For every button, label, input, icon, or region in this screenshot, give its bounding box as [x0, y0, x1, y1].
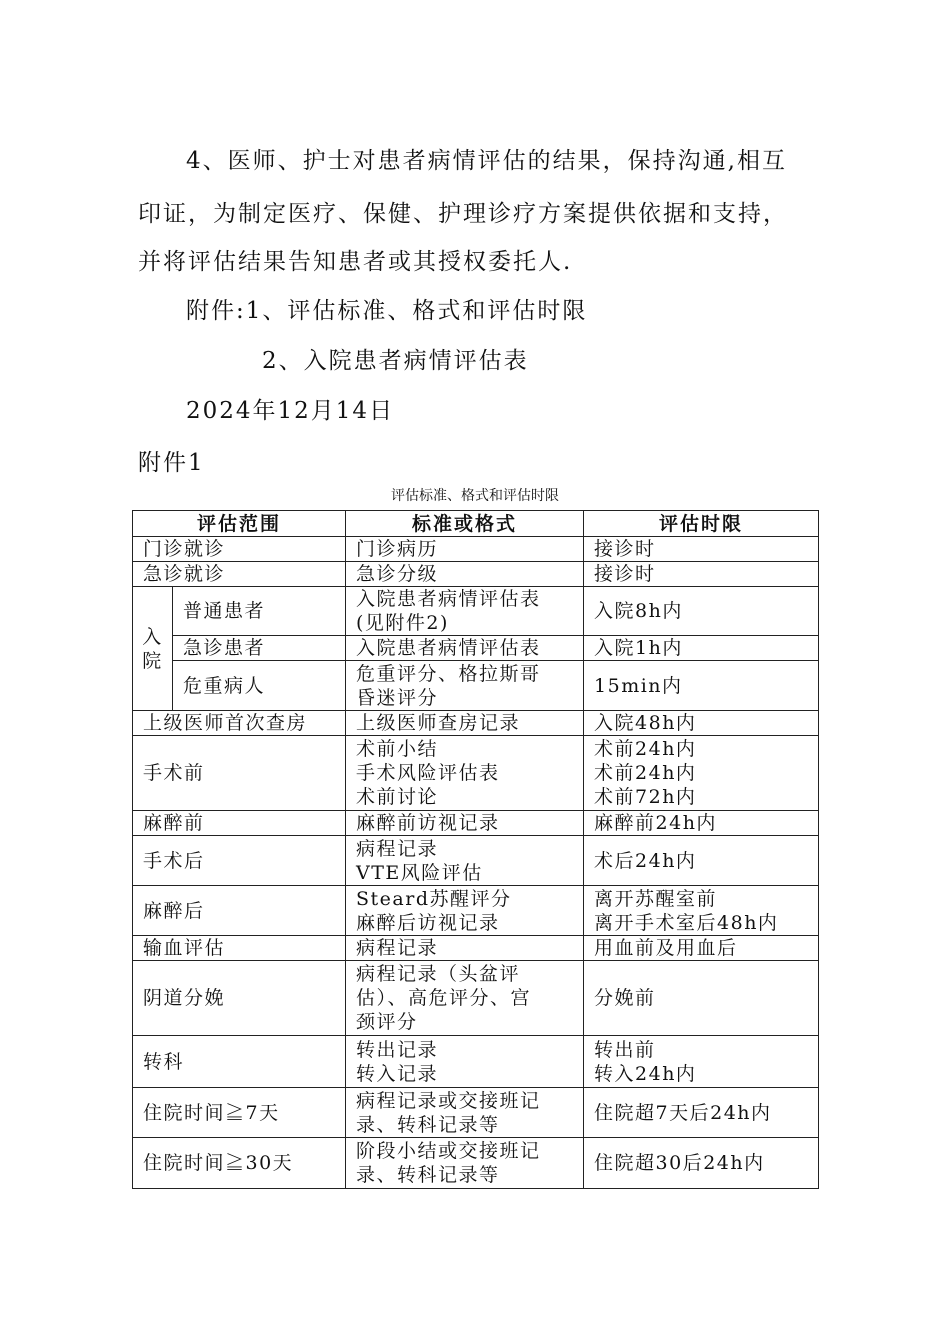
- standard-line: 颈评分: [356, 1011, 418, 1033]
- attachment-list-item: 附件:1、评估标准、格式和评估时限: [186, 298, 588, 324]
- scope-cell: 门诊就诊: [133, 537, 346, 562]
- scope-cell: 急诊患者: [173, 636, 346, 661]
- time-cell: 术后24h内: [584, 836, 819, 886]
- standard-line: 阶段小结或交接班记: [356, 1140, 541, 1162]
- scope-cell: 住院时间≧7天: [133, 1088, 346, 1138]
- standard-line: 病程记录: [356, 837, 439, 860]
- scope-cell: 危重病人: [173, 661, 346, 711]
- standard-line: 术前讨论: [356, 786, 439, 808]
- time-cell: 麻醉前24h内: [584, 811, 819, 836]
- table-caption: 评估标准、格式和评估时限: [391, 488, 559, 504]
- paragraph-line: 4、医师、护士对患者病情评估的结果，保持沟通,相互: [186, 148, 787, 174]
- table-row: [133, 811, 819, 836]
- standard-cell: 病程记录: [346, 936, 584, 961]
- paragraph-line: 并将评估结果告知患者或其授权委托人.: [138, 249, 573, 275]
- scope-cell: 手术前: [133, 736, 346, 811]
- scope-cell: 普通患者: [173, 587, 346, 636]
- admission-group-cell: [133, 587, 173, 711]
- standard-cell: [346, 836, 584, 886]
- standard-line: 手术风险评估表: [356, 762, 500, 784]
- standard-line: 病程记录（头盆评: [356, 963, 521, 985]
- time-cell: 住院超7天后24h内: [584, 1088, 819, 1138]
- header-time-limit: 评估时限: [584, 511, 819, 537]
- table-row: [133, 636, 819, 661]
- time-cell: [584, 1036, 819, 1088]
- standard-cell: 麻醉前访视记录: [346, 811, 584, 836]
- table-row: [133, 1088, 819, 1138]
- standard-cell: [346, 661, 584, 711]
- standard-cell: [346, 1036, 584, 1088]
- table-row: [133, 961, 819, 1036]
- table-row: [133, 736, 819, 811]
- time-cell: 接诊时: [584, 537, 819, 562]
- standard-line: 转入记录: [356, 1062, 439, 1085]
- table-row: [133, 562, 819, 587]
- table-row: [133, 1138, 819, 1189]
- scope-cell: 上级医师首次查房: [133, 711, 346, 736]
- document-date: 2024年12月14日: [186, 398, 395, 424]
- time-cell: 入院48h内: [584, 711, 819, 736]
- standard-line: 入院患者病情评估表: [356, 588, 541, 610]
- table-row: [133, 661, 819, 711]
- scope-cell: 急诊就诊: [133, 562, 346, 587]
- table-header-row: [133, 511, 819, 537]
- admission-char: 院: [142, 649, 163, 672]
- standard-line: 录、转科记录等: [356, 1164, 500, 1186]
- time-cell: 分娩前: [584, 961, 819, 1036]
- attachment-list-item: 2、入院患者病情评估表: [262, 348, 529, 374]
- time-cell: 15min内: [584, 661, 819, 711]
- header-standard: 标准或格式: [346, 511, 584, 537]
- standard-cell: 急诊分级: [346, 562, 584, 587]
- standard-line: (见附件2): [356, 612, 449, 634]
- standard-line: 录、转科记录等: [356, 1113, 500, 1136]
- standard-cell: [346, 1088, 584, 1138]
- standard-line: VTE风险评估: [356, 861, 483, 884]
- table-row: [133, 587, 819, 636]
- standard-line: 昏迷评分: [356, 686, 439, 709]
- time-line: 术前72h内: [594, 786, 697, 808]
- admission-char: 入: [142, 625, 163, 648]
- table-row: [133, 537, 819, 562]
- scope-cell: 转科: [133, 1036, 346, 1088]
- standard-line: 病程记录或交接班记: [356, 1089, 541, 1112]
- standard-cell: 上级医师查房记录: [346, 711, 584, 736]
- standard-line: Steard苏醒评分: [356, 887, 512, 910]
- time-cell: 用血前及用血后: [584, 936, 819, 961]
- time-cell: [584, 736, 819, 811]
- standard-cell: [346, 587, 584, 636]
- scope-cell: 阴道分娩: [133, 961, 346, 1036]
- standard-cell: [346, 1138, 584, 1189]
- time-cell: 接诊时: [584, 562, 819, 587]
- scope-cell: 手术后: [133, 836, 346, 886]
- scope-cell: 麻醉后: [133, 886, 346, 936]
- time-line: 转出前: [594, 1038, 656, 1061]
- time-cell: 入院1h内: [584, 636, 819, 661]
- time-cell: 住院超30后24h内: [584, 1138, 819, 1189]
- scope-cell: 麻醉前: [133, 811, 346, 836]
- standard-cell: [346, 961, 584, 1036]
- time-cell: 入院8h内: [584, 587, 819, 636]
- assessment-table: [132, 510, 819, 1189]
- time-line: 转入24h内: [594, 1062, 697, 1085]
- standard-cell: [346, 736, 584, 811]
- time-line: 离开苏醒室前: [594, 887, 718, 910]
- scope-cell: 输血评估: [133, 936, 346, 961]
- standard-line: 术前小结: [356, 738, 439, 760]
- standard-cell: 入院患者病情评估表: [346, 636, 584, 661]
- table-row: [133, 936, 819, 961]
- header-scope: 评估范围: [133, 511, 346, 537]
- scope-cell: 住院时间≧30天: [133, 1138, 346, 1189]
- attachment-label: 附件1: [138, 450, 205, 476]
- standard-cell: [346, 886, 584, 936]
- time-line: 离开手术室后48h内: [594, 911, 779, 934]
- table-row: [133, 711, 819, 736]
- time-cell: [584, 886, 819, 936]
- paragraph-line: 印证，为制定医疗、保健、护理诊疗方案提供依据和支持，: [138, 201, 788, 227]
- standard-line: 麻醉后访视记录: [356, 911, 500, 934]
- table-row: [133, 1036, 819, 1088]
- table-row: [133, 836, 819, 886]
- standard-line: 转出记录: [356, 1038, 439, 1061]
- time-line: 术前24h内: [594, 762, 697, 784]
- table-row: [133, 886, 819, 936]
- standard-line: 危重评分、格拉斯哥: [356, 662, 541, 685]
- standard-line: 估）、高危评分、宫: [356, 987, 532, 1009]
- time-line: 术前24h内: [594, 738, 697, 760]
- standard-cell: 门诊病历: [346, 537, 584, 562]
